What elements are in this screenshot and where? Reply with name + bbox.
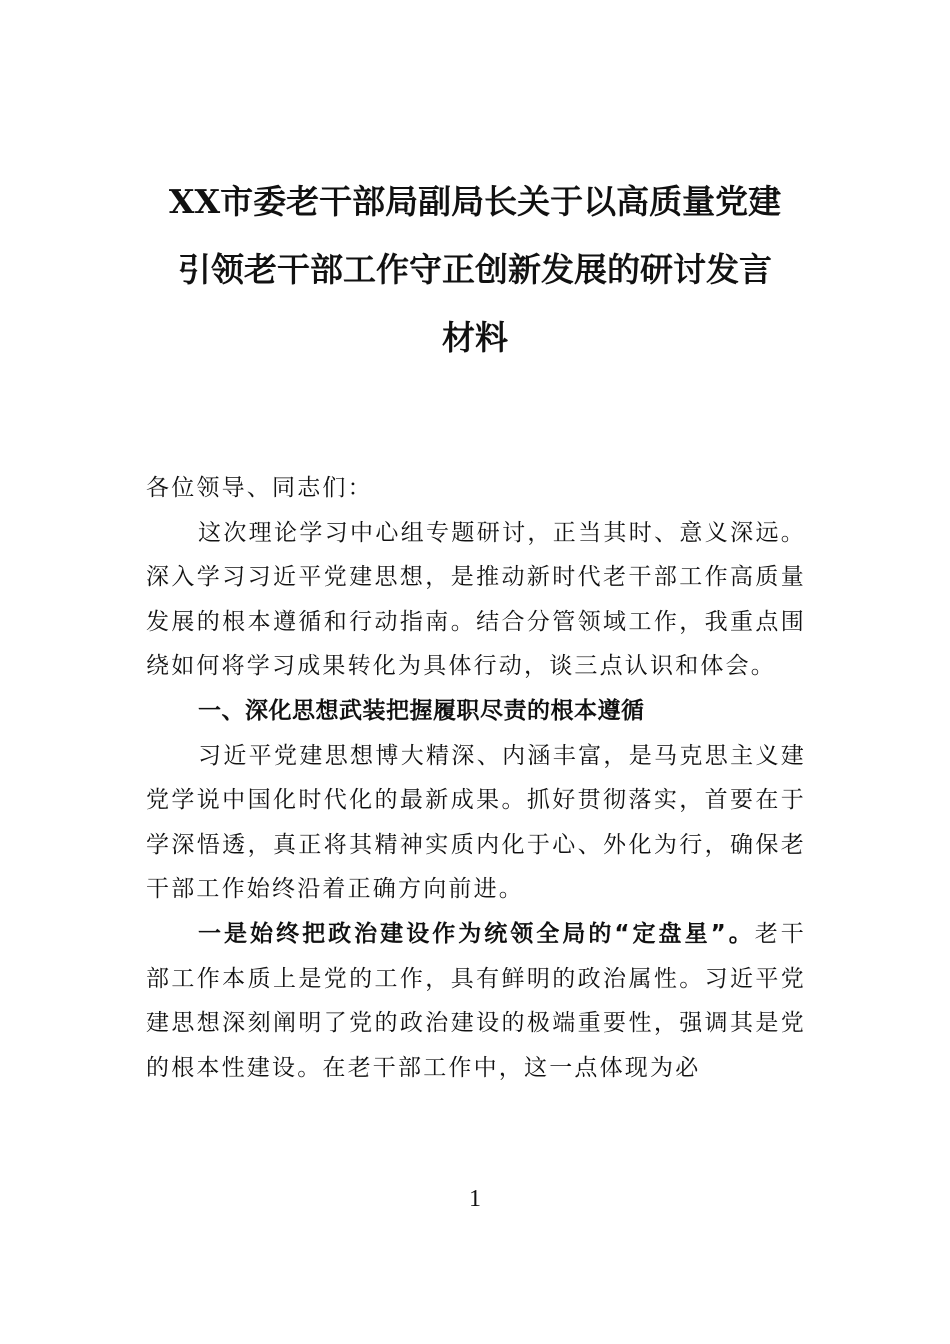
title-line-1: XX市委老干部局副局长关于以高质量党建 [168, 182, 782, 221]
section-1-point-1 [146, 912, 806, 1090]
point-1-lead: 一是始终把政治建设作为统领全局的“定盘星”。 [198, 920, 755, 947]
document-body [146, 466, 806, 1090]
page-number: 1 [469, 1186, 481, 1212]
document-title [130, 168, 820, 372]
salutation: 各位领导、同志们： [146, 475, 373, 501]
intro-paragraph: 这次理论学习中心组专题研讨，正当其时、意义深远。深入学习习近平党建思想，是推动新时代老干部工作高质量发展的根本遵循和行动指南。结合分管领域工作，我重点围绕如何将学习成果转化为具体行动，谈三点认识和体会。 [146, 519, 806, 680]
section-1-heading: 一、深化思想武装把握履职尽责的根本遵循 [198, 697, 645, 724]
title-line-3: 材料 [442, 318, 508, 357]
point-1-text: 老干部工作本质上是党的工作，具有鲜明的政治属性。习近平党建思想深刻阐明了党的政治建设的极端重要性，强调其是党的根本性建设。在老干部工作中，这一点体现为必 [146, 920, 806, 1081]
title-line-2: 引领老干部工作守正创新发展的研讨发言 [178, 250, 772, 289]
section-1-paragraph: 习近平党建思想博大精深、内涵丰富，是马克思主义建党学说中国化时代化的最新成果。抓好贯彻落实，首要在于学深悟透，真正将其精神实质内化于心、外化为行，确保老干部工作始终沿着正确方向前进。 [146, 742, 806, 903]
